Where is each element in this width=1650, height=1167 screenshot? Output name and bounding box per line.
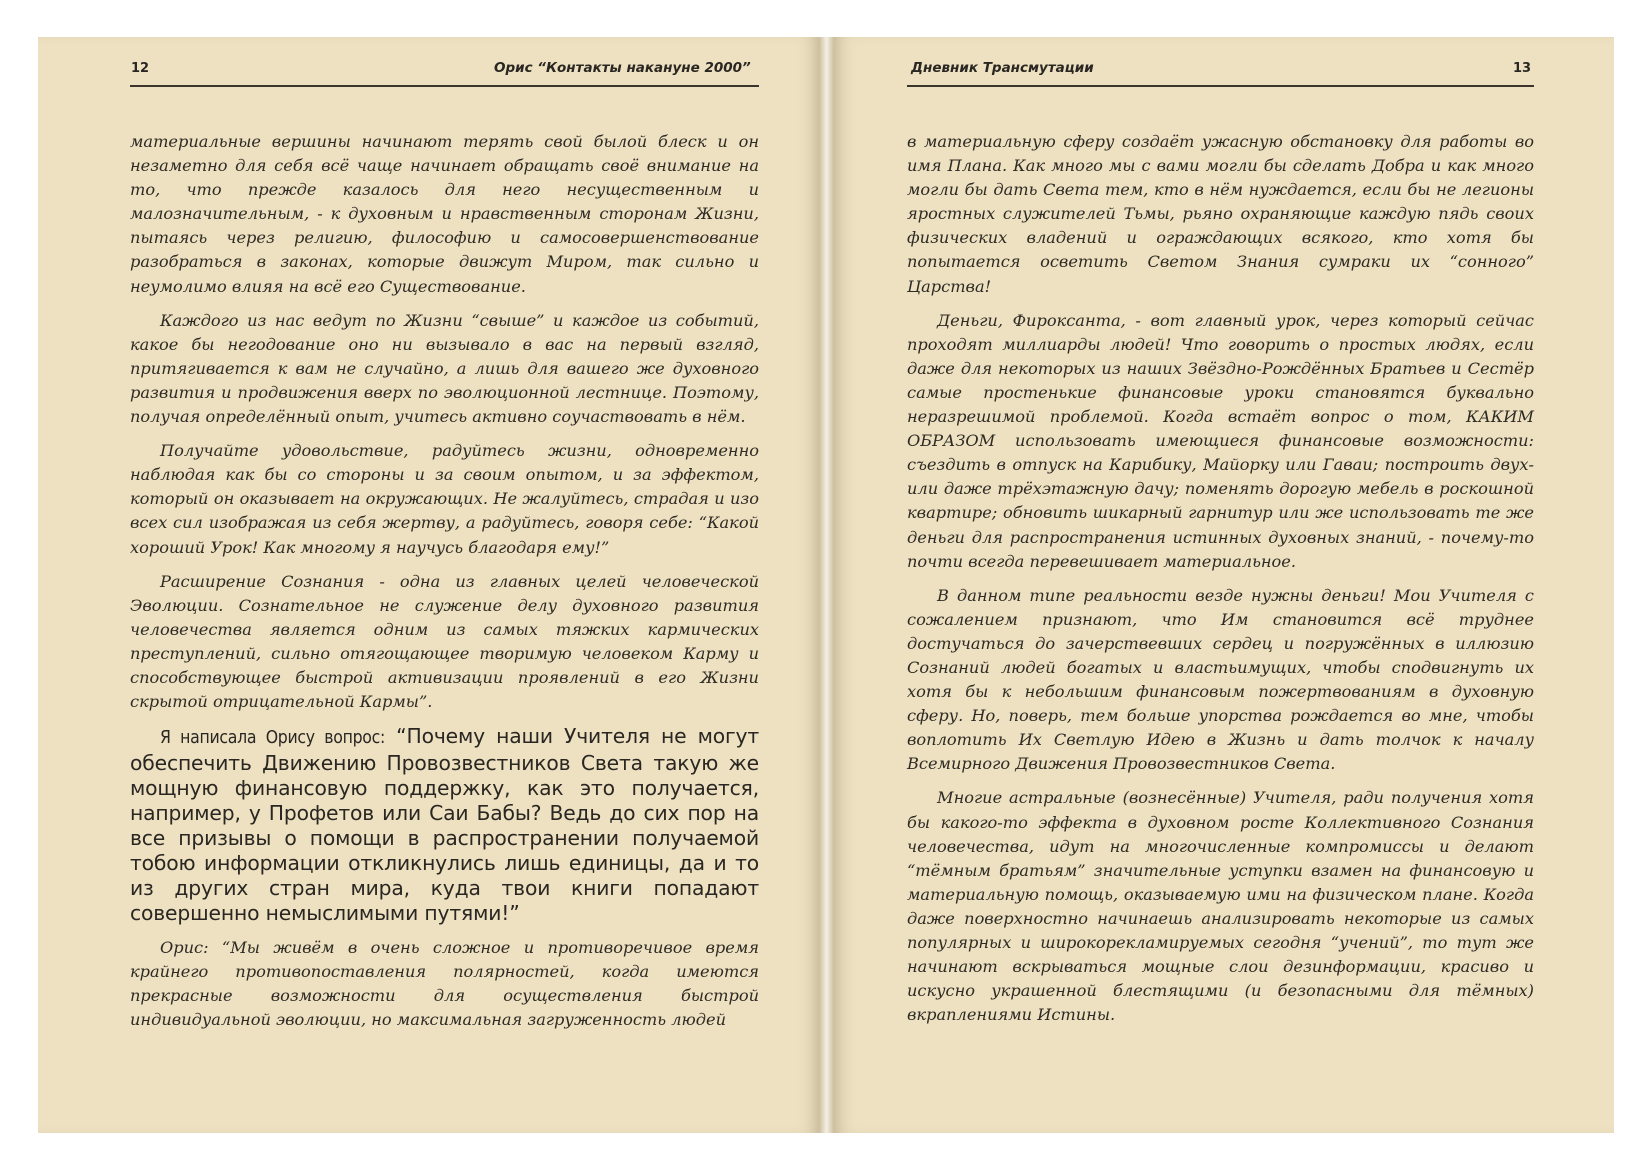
left-paragraph-4: Расширение Сознания - одна из главных целей человеческой Эволюции. Сознательное не служение делу духовного развития человечества является одним из самых тяжких кармических преступлений, сильно отягощающее творимую человеком Карму и способствующее быстрой активизации проявлений в его Жизни скрытой отрицательной Кармы”. bbox=[130, 571, 759, 712]
right-paragraph-2: Деньги, Фироксанта, - вот главный урок, через который сейчас проходят миллиарды людей! Что говорить о простых людях, если даже для некоторых из наших Звёздно-Рождённых Братьев и Сестёр самые простенькие финансовые уроки становятся буквально неразрешимой проблемой. Когда встаёт вопрос о том, КАКИМ ОБРАЗОМ использовать имеющиеся финансовые возможности: съездить в отпуск на Карибику, Майорку или Гаваи; построить двух- или даже трёхэтажную дачу; поменять дорогую мебель в роскошной квартире; обновить шикарный гарнитур или же использовать те же деньги для распространения истинных духовных знаний, - почему-то почти всегда перевешивает материальное. bbox=[907, 310, 1534, 571]
right-page-text bbox=[907, 130, 1534, 1037]
right-page-number: 13 bbox=[1513, 61, 1532, 76]
left-running-title: Орис “Контакты накануне 2000” bbox=[494, 60, 751, 76]
right-running-title: Дневник Трансмутации bbox=[911, 60, 1094, 76]
left-paragraph-last: Орис: “Мы живём в очень сложное и противоречивое время крайнего противопоставления полярностей, когда имеются прекрасные возможности для осуществления быстрой индивидуальной эволюции, но максимальная загруженность людей bbox=[130, 938, 759, 1030]
left-paragraph-3: Получайте удовольствие, радуйтесь жизни, одновременно наблюдая как бы со стороны и за своим опытом, и за эффектом, который он оказывает на окружающих. Не жалуйтесь, страдая и изо всех сил изображая из себя жертву, а радуйтесь, говоря себе: “Какой хороший Урок! Как многому я научусь благодаря ему!” bbox=[130, 441, 759, 557]
question-text: “Почему наши Учителя не могут обеспечить Движению Провозвестников Света такую же мощную финансовую поддержку, как это получается, например, у Профетов или Саи Бабы? Ведь до сих пор на все призывы о помощи в распространении получаемой тобою информации откликнулись лишь единицы, да и то из других стран мира, куда твои книги попадают совершенно немыслимыми путями!” bbox=[130, 724, 759, 926]
right-paragraph-3: В данном типе реальности везде нужны деньги! Мои Учителя с сожалением признают, что Им становится всё труднее достучаться до зачерствевших сердец и погружённых в иллюзию Сознаний людей богатых и властьимущих, чтобы сподвигнуть их хотя бы к небольшим финансовым пожертвованиям в духовную сферу. Но, поверь, тем больше упорства рождается во мне, чтобы воплотить Их Светлую Идею в Жизнь и дать толчок к началу Всемирного Движения Провозвестников Света. bbox=[907, 585, 1534, 774]
right-paragraph-1: в материальную сферу создаёт ужасную обстановку для работы во имя Плана. Как много мы с вами могли бы сделать Добра и как много могли бы дать Света тем, кто в нём нуждается, если бы не легионы яростных служителей Тьмы, рьяно охраняющие каждую пядь своих физических владений и ограждающих всякого, кто хотя бы попытается осветить Светом Знания сумраки их “сонного” Царства! bbox=[907, 132, 1534, 296]
left-header-rule bbox=[130, 85, 759, 87]
left-page-number: 12 bbox=[131, 61, 150, 76]
left-paragraph-2: Каждого из нас ведут по Жизни “свыше” и каждое из событий, какое бы негодование оно ни вызывало в вас на первый взгляд, притягивается к вам не случайно, а лишь для вашего же духовного развития и продвижения вверх по эволюционной лестнице. Поэтому, получая определённый опыт, учитесь активно соучаствовать в нём. bbox=[130, 310, 759, 427]
left-page-text bbox=[130, 130, 759, 1043]
right-header-rule bbox=[907, 85, 1534, 87]
left-paragraph-1: материальные вершины начинают терять свой былой блеск и он незаметно для себя всё чаще начинает обращать своё внимание на то, что прежде казалось для него несущественным и малозначительным, - к духовным и нравственным сторонам Жизни, пытаясь через религию, философию и самосовершенствование разобраться в законах, которые движут Миром, так сильно и неумолимо влияя на всё его Существование. bbox=[130, 132, 759, 296]
question-lead: Я написала Орису вопрос: bbox=[160, 728, 385, 749]
question-paragraph bbox=[130, 724, 759, 926]
right-paragraph-4: Многие астральные (вознесённые) Учителя, ради получения хотя бы какого-то эффекта в духовном росте Коллективного Сознания человечества, идут на многочисленные компромиссы и делают “тёмным братьям” значительные уступки взамен на финансовую и материальную помощь, оказываемую ими на физическом плане. Когда даже поверхностно начинаешь анализировать некоторые из самых популярных и широкорекламируемых сегодня “учений”, то тут же начинают вскрываться мощные слои дезинформации, красиво и искусно украшенной блестящими (и безопасными для тёмных) вкраплениями Истины. bbox=[907, 788, 1534, 1025]
book-gutter bbox=[819, 37, 834, 1133]
right-running-head bbox=[0, 60, 1650, 82]
